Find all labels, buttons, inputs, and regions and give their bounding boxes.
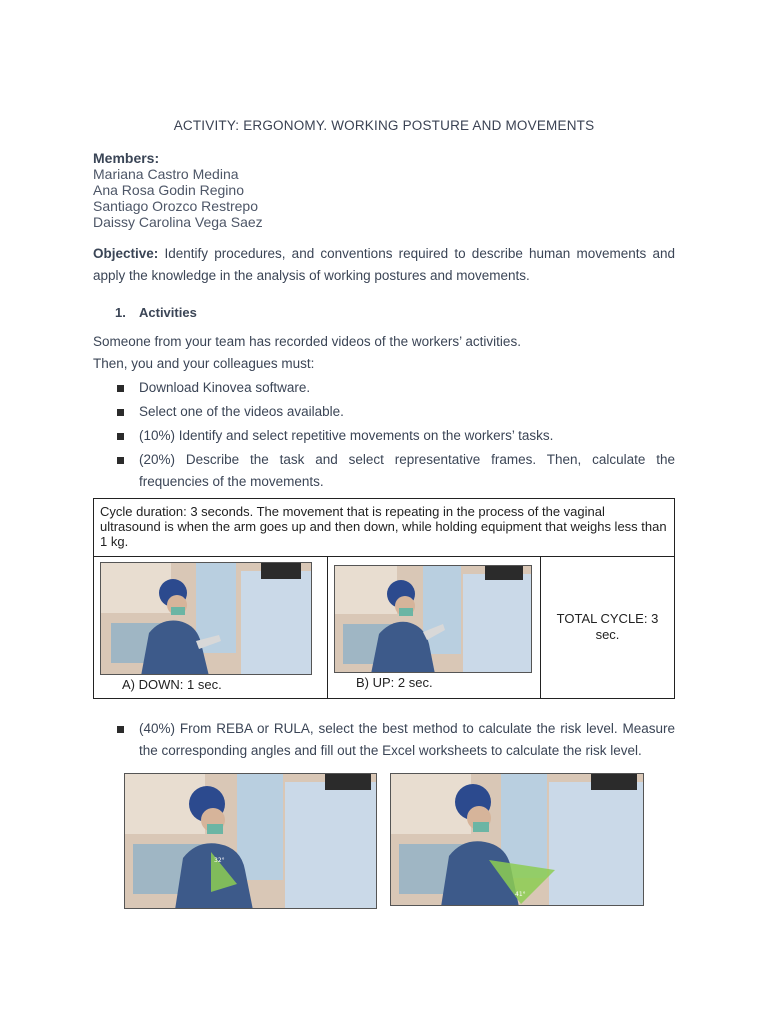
members-label: Members: xyxy=(93,150,160,166)
member-name: Santiago Orozco Restrepo xyxy=(93,198,258,214)
intro-line1: Someone from your team has recorded videos of the workers’ activities. xyxy=(93,334,521,349)
list-item: Select one of the videos available. xyxy=(115,401,675,423)
section-number: 1. xyxy=(115,305,126,320)
total-cycle: TOTAL CYCLE: 3 sec. xyxy=(556,611,659,642)
angle-label-b: 41° xyxy=(515,891,526,898)
member-name: Daissy Carolina Vega Saez xyxy=(93,214,263,230)
list-item: (40%) From REBA or RULA, select the best method to calculate the risk level. Measure the corresponding angles and fill out the Excel worksheets to calculate the risk level. xyxy=(115,718,675,762)
member-name: Ana Rosa Godin Regino xyxy=(93,182,244,198)
square-bullet-icon xyxy=(117,385,124,392)
square-bullet-icon xyxy=(117,457,124,464)
caption-down: A) DOWN: 1 sec. xyxy=(122,677,222,692)
video-frame-up xyxy=(334,565,532,673)
section-title: Activities xyxy=(139,305,197,320)
angle-label-a: 32° xyxy=(214,857,225,864)
list-item: Download Kinovea software. xyxy=(115,377,675,399)
square-bullet-icon xyxy=(117,433,124,440)
page-title: ACTIVITY: ERGONOMY. WORKING POSTURE AND MOVEMENTS xyxy=(173,118,595,133)
objective-text-line1: Identify procedures, and conventions required to describe human movements and xyxy=(164,246,675,261)
objective-paragraph xyxy=(93,243,675,287)
list-item: (20%) Describe the task and select representative frames. Then, calculate the frequencies of the movements. xyxy=(115,449,675,493)
intro-paragraph xyxy=(93,331,675,375)
square-bullet-icon xyxy=(117,726,124,733)
square-bullet-icon xyxy=(117,409,124,416)
frame-cell-down xyxy=(94,557,328,698)
frame-cell-up xyxy=(328,557,541,698)
angle-photo-b xyxy=(390,773,644,906)
intro-line2: Then, you and your colleagues must: xyxy=(93,356,315,371)
cycle-table xyxy=(93,498,675,699)
angle-photo-a xyxy=(124,773,377,909)
objective-label: Objective: xyxy=(93,246,159,261)
cycle-description: Cycle duration: 3 seconds. The movement that is repeating in the process of the vaginal ultrasound is when the arm goes up and then down, while holding equipment that weighs less than 1 kg. xyxy=(94,499,674,557)
member-name: Mariana Castro Medina xyxy=(93,166,239,182)
objective-text-line2: apply the knowledge in the analysis of working postures and movements. xyxy=(93,268,530,283)
caption-up: B) UP: 2 sec. xyxy=(356,675,433,690)
list-item: (10%) Identify and select repetitive movements on the workers’ tasks. xyxy=(115,425,675,447)
video-frame-down xyxy=(100,562,312,675)
total-cycle-cell xyxy=(541,557,674,698)
section-heading xyxy=(115,305,197,320)
